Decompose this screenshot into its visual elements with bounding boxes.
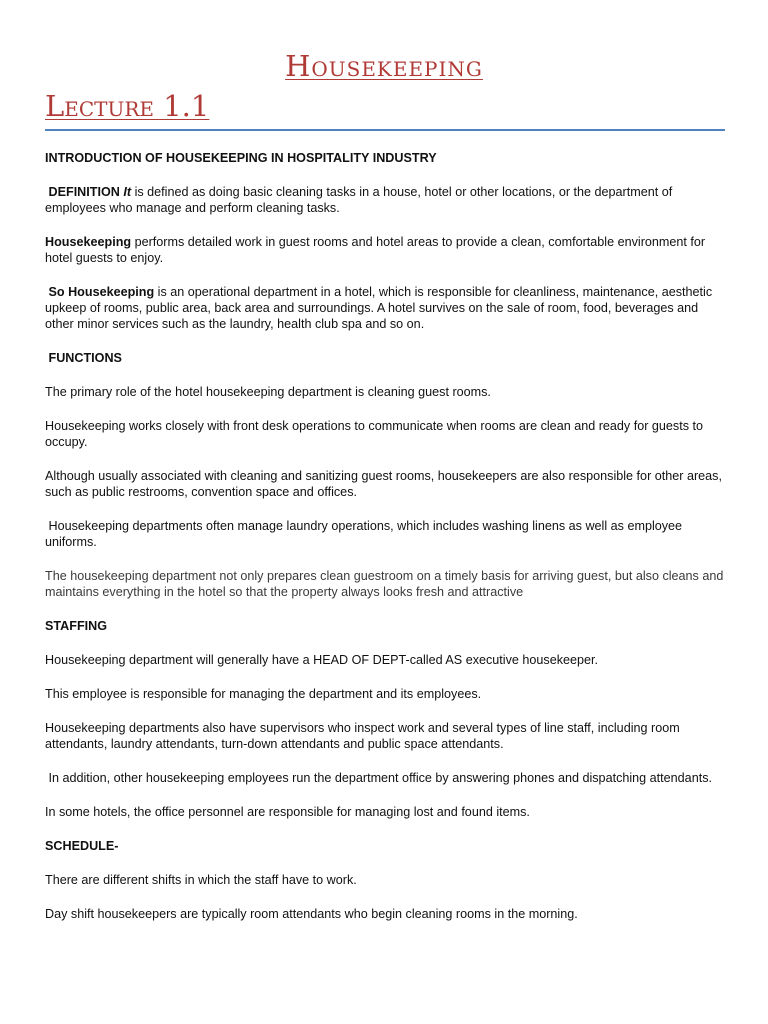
functions-paragraph: Housekeeping works closely with front desk operations to communicate when rooms are clean and ready for guests to occupy. [45,419,704,449]
so-housekeeping-paragraph [45,284,730,332]
staffing-paragraph: Housekeeping department will generally have a HEAD OF DEPT-called AS executive housekeeper. [45,653,599,667]
definition-paragraph [45,184,730,216]
schedule-heading: SCHEDULE- [45,839,119,853]
functions-heading-text: FUNCTIONS [48,351,122,365]
lecture-title [45,88,209,124]
page-title [0,48,768,84]
schedule-paragraph: Day shift housekeepers are typically room attendants who begin cleaning rooms in the morning. [45,907,578,921]
page-title-text: Housekeeping [285,49,483,83]
staffing-paragraph: In some hotels, the office personnel are responsible for managing lost and found items. [45,805,530,819]
functions-paragraph: The housekeeping department not only prepares clean guestroom on a timely basis for arriving guest, but also cleans and maintains everything in the hotel so that the property always looks fresh and attractive [45,569,724,599]
functions-paragraph: Housekeeping departments often manage laundry operations, which includes washing linens as well as employee uniforms. [45,519,686,549]
schedule-paragraph: There are different shifts in which the staff have to work. [45,873,357,887]
title-divider [45,129,725,131]
functions-heading [45,350,730,366]
definition-label: DEFINITION [48,185,120,199]
functions-paragraph: Although usually associated with cleaning and sanitizing guest rooms, housekeepers are also responsible for other areas, such as public restrooms, convention space and offices. [45,469,722,499]
staffing-heading: STAFFING [45,619,108,633]
so-housekeeping-label: So Housekeeping [48,285,155,299]
staffing-paragraph: Housekeeping departments also have supervisors who inspect work and several types of line staff, including room attendants, laundry attendants, turn-down attendants and public space attendants. [45,721,680,751]
staffing-paragraph: In addition, other housekeeping employees run the department office by answering phones and dispatching attendants. [45,771,712,785]
lecture-title-text: Lecture 1.1 [45,89,210,123]
definition-text: is defined as doing basic cleaning tasks in a house, hotel or other locations, or the department of employees who manage and perform cleaning tasks. [45,185,673,215]
intro-heading: INTRODUCTION OF HOUSEKEEPING IN HOSPITALITY INDUSTRY [45,151,437,165]
document-body [45,150,730,940]
staffing-paragraph: This employee is responsible for managing the department and its employees. [45,687,482,701]
definition-lead: It [123,185,132,199]
functions-paragraph: The primary role of the hotel housekeeping department is cleaning guest rooms. [45,385,491,399]
housekeeping-paragraph [45,234,730,266]
housekeeping-text: performs detailed work in guest rooms and hotel areas to provide a clean, comfortable environment for hotel guests to enjoy. [45,235,706,265]
housekeeping-label: Housekeeping [45,235,132,249]
so-housekeeping-text: is an operational department in a hotel, which is responsible for cleanliness, maintenance, aesthetic upkeep of rooms, public area, back area and surroundings. A hotel survives on the sale of room, food, beverages and other minor services such as the laundry, health club spa and so on. [45,285,713,331]
